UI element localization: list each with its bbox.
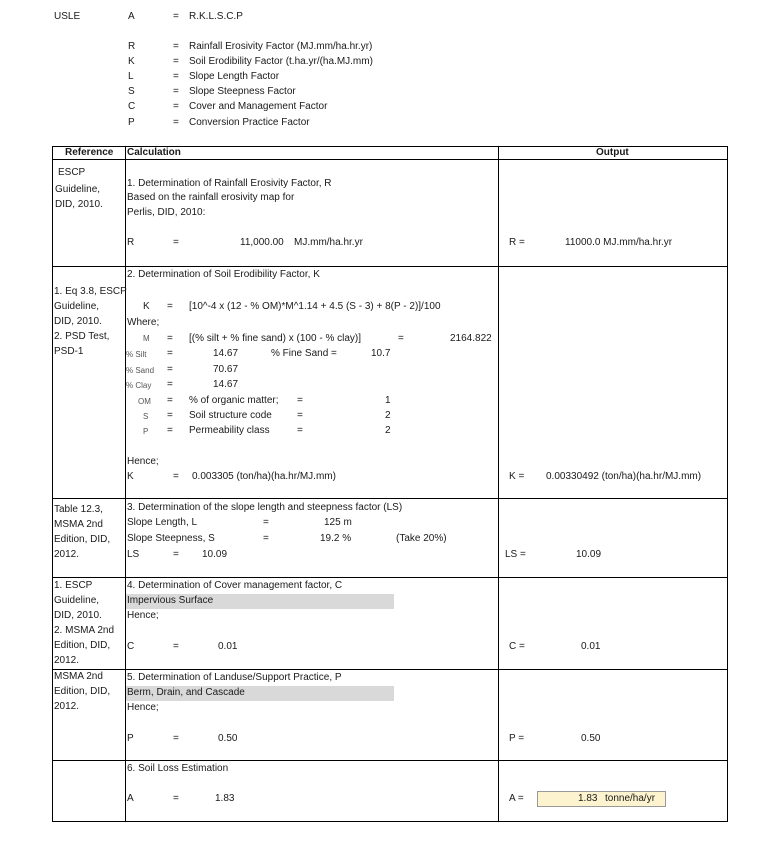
s-desc: Soil structure code xyxy=(189,410,272,421)
slope-steepness-label: Slope Steepness, S xyxy=(127,533,215,544)
eq-formula: R.K.L.S.C.P xyxy=(189,11,243,22)
reference-line: Edition, DID, xyxy=(54,640,111,651)
calc-eq: = xyxy=(167,364,173,375)
calc-var: P xyxy=(127,733,134,744)
reference-line: 2012. xyxy=(54,701,80,712)
output-label: K = xyxy=(509,471,525,482)
calc-var: OM xyxy=(138,397,151,406)
def-desc: Soil Erodibility Factor (t.ha.yr/(ha.MJ.mm) xyxy=(189,56,373,67)
soil-loss-result: 1.83 xyxy=(578,793,598,804)
k-formula: [10^-4 x (12 - % OM)*M^1.14 + 4.5 (S - 3) + 8(P - 2)]/100 xyxy=(189,301,441,312)
calc-var: A xyxy=(127,793,134,804)
def-var: L xyxy=(128,71,134,82)
col-header-output: Output xyxy=(596,147,629,158)
def-sign: = xyxy=(173,41,179,52)
om-desc: % of organic matter; xyxy=(189,395,279,406)
reference-line: 1. Eq 3.8, ESCP xyxy=(54,286,127,297)
output-value: 0.00330492 (ton/ha)(ha.hr/MJ.mm) xyxy=(546,471,702,482)
calc-var: P xyxy=(143,427,149,436)
def-desc: Conversion Practice Factor xyxy=(189,117,310,128)
reference-line: Guideline, xyxy=(55,184,101,195)
calc-var: K xyxy=(143,301,150,312)
reference-line: 2012. xyxy=(54,655,80,666)
p-desc: Permeability class xyxy=(189,425,270,436)
clay-value: 14.67 xyxy=(213,379,239,390)
p-value: 0.50 xyxy=(218,733,238,744)
reference-line: Table 12.3, xyxy=(54,504,103,515)
calc-eq: = xyxy=(167,348,173,359)
calc-value: 11,000.00 xyxy=(240,237,284,248)
col-header-reference: Reference xyxy=(65,147,114,158)
calc-eq: = xyxy=(263,517,269,528)
output-value: 11000.0 MJ.mm/ha.hr.yr xyxy=(565,237,673,248)
reference-line: Guideline, xyxy=(54,595,100,606)
calc-eq: = xyxy=(297,410,303,421)
reference-line: 1. ESCP xyxy=(54,580,93,591)
fine-sand-value: 10.7 xyxy=(371,348,391,359)
def-var: P xyxy=(128,117,135,128)
def-var: C xyxy=(128,101,136,112)
def-desc: Cover and Management Factor xyxy=(189,101,328,112)
slope-length-label: Slope Length, L xyxy=(127,517,198,528)
section-title: 5. Determination of Landuse/Support Practice, P xyxy=(127,672,342,683)
silt-label: % Silt xyxy=(126,350,147,359)
col-header-calculation: Calculation xyxy=(127,147,181,158)
calc-text: Based on the rainfall erosivity map for xyxy=(127,192,295,203)
calc-var: S xyxy=(143,412,149,421)
hence-label: Hence; xyxy=(127,702,159,713)
calc-eq: = xyxy=(167,425,173,436)
calc-eq: = xyxy=(173,471,179,482)
def-var: R xyxy=(128,41,136,52)
section-title: 4. Determination of Cover management factor, C xyxy=(127,580,343,591)
calc-var: M xyxy=(143,334,150,343)
calc-eq: = xyxy=(167,333,173,344)
reference-line: PSD-1 xyxy=(54,346,84,357)
calc-eq: = xyxy=(173,549,179,560)
calc-eq: = xyxy=(167,301,173,312)
def-desc: Rainfall Erosivity Factor (MJ.mm/ha.hr.yr) xyxy=(189,41,373,52)
hence-label: Hence; xyxy=(127,610,159,621)
reference-line: 2. MSMA 2nd xyxy=(54,625,115,636)
def-sign: = xyxy=(173,101,179,112)
calc-eq: = xyxy=(398,333,404,344)
output-value: 0.50 xyxy=(581,733,601,744)
surface-type: Impervious Surface xyxy=(127,595,214,606)
calc-eq: = xyxy=(173,237,179,248)
calc-eq: = xyxy=(297,395,303,406)
reference-line: 2. PSD Test, xyxy=(54,331,110,342)
calc-eq: = xyxy=(263,533,269,544)
silt-value: 14.67 xyxy=(213,348,239,359)
section-title: 3. Determination of the slope length and steepness factor (LS) xyxy=(127,502,403,513)
section-title: 6. Soil Loss Estimation xyxy=(127,763,229,774)
sand-label: % Sand xyxy=(126,366,155,375)
reference-line: DID, 2010. xyxy=(54,316,102,327)
def-sign: = xyxy=(173,56,179,67)
m-formula: [(% silt + % fine sand) x (100 - % clay)] xyxy=(189,333,362,344)
def-sign: = xyxy=(173,71,179,82)
reference-line: 2012. xyxy=(54,549,80,560)
def-sign: = xyxy=(173,86,179,97)
p-value: 2 xyxy=(385,425,391,436)
calc-eq: = xyxy=(167,410,173,421)
hence-label: Hence; xyxy=(127,456,159,467)
output-label: LS = xyxy=(505,549,526,560)
def-desc: Slope Steepness Factor xyxy=(189,86,296,97)
calc-var: R xyxy=(127,237,135,248)
slope-length-value: 125 m xyxy=(324,517,352,528)
section-title: 1. Determination of Rainfall Erosivity Factor, R xyxy=(127,178,332,189)
reference-line: Edition, DID, xyxy=(54,534,111,545)
clay-label: % Clay xyxy=(126,381,152,390)
reference-line: Edition, DID, xyxy=(54,686,111,697)
section-title: 2. Determination of Soil Erodibility Factor, K xyxy=(127,269,320,280)
calc-eq: = xyxy=(167,395,173,406)
eq-var: A xyxy=(128,11,135,22)
m-value: 2164.822 xyxy=(450,333,492,344)
output-value: 10.09 xyxy=(576,549,602,560)
slope-steepness-note: (Take 20%) xyxy=(396,533,447,544)
reference-line: DID, 2010. xyxy=(54,610,102,621)
usle-title: USLE xyxy=(54,11,81,22)
k-result: 0.003305 (ton/ha)(ha.hr/MJ.mm) xyxy=(192,471,336,482)
reference-line: DID, 2010. xyxy=(55,199,103,210)
calc-var: C xyxy=(127,641,135,652)
a-value: 1.83 xyxy=(215,793,235,804)
def-var: S xyxy=(128,86,135,97)
calc-eq: = xyxy=(297,425,303,436)
output-label: R = xyxy=(509,237,525,248)
def-var: K xyxy=(128,56,135,67)
soil-loss-unit: tonne/ha/yr xyxy=(605,793,656,804)
ls-value: 10.09 xyxy=(202,549,228,560)
calc-unit: MJ.mm/ha.hr.yr xyxy=(294,237,363,248)
sand-value: 70.67 xyxy=(213,364,239,375)
calc-eq: = xyxy=(173,641,179,652)
slope-steepness-value: 19.2 % xyxy=(320,533,352,544)
reference-line: ESCP xyxy=(58,167,86,178)
calc-text: Perlis, DID, 2010: xyxy=(127,207,206,218)
fine-sand-label: % Fine Sand = xyxy=(271,348,337,359)
calc-var: K xyxy=(127,471,134,482)
def-desc: Slope Length Factor xyxy=(189,71,280,82)
s-value: 2 xyxy=(385,410,391,421)
calc-eq: = xyxy=(173,733,179,744)
reference-line: MSMA 2nd xyxy=(54,671,103,682)
practice-type: Berm, Drain, and Cascade xyxy=(127,687,245,698)
output-label: C = xyxy=(509,641,525,652)
output-label: P = xyxy=(509,733,525,744)
output-value: 0.01 xyxy=(581,641,601,652)
output-label: A = xyxy=(509,793,524,804)
calc-eq: = xyxy=(173,793,179,804)
calc-eq: = xyxy=(167,379,173,390)
where-label: Where; xyxy=(127,317,160,328)
calc-var: LS xyxy=(127,549,140,560)
eq-sign: = xyxy=(173,11,179,22)
reference-line: Guideline, xyxy=(54,301,100,312)
om-value: 1 xyxy=(385,395,391,406)
def-sign: = xyxy=(173,117,179,128)
c-value: 0.01 xyxy=(218,641,238,652)
reference-line: MSMA 2nd xyxy=(54,519,103,530)
